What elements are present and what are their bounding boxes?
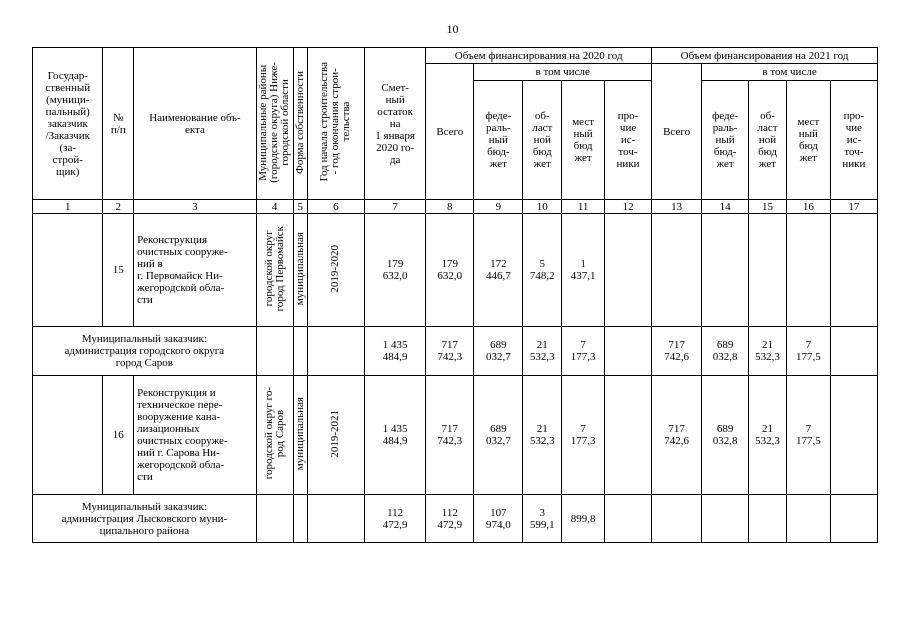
federal-2020: 107 974,0 <box>474 495 523 543</box>
table-row-object-16 <box>33 376 878 495</box>
header-ownership <box>293 48 307 200</box>
local-2020: 7 177,3 <box>562 376 605 495</box>
header-including-2021: в том числе <box>702 64 878 81</box>
regional-2021 <box>749 495 787 543</box>
column-number: 9 <box>474 200 523 214</box>
object-name: Реконструкция очистных сооруже- ний в г. Первомайск Ни- жегородской обла- сти <box>134 214 257 327</box>
federal-2020: 689 032,7 <box>474 327 523 376</box>
total-2021: 717 742,6 <box>652 327 702 376</box>
federal-2021 <box>702 495 749 543</box>
years-text: 2019-2020 <box>329 244 342 293</box>
column-number: 15 <box>749 200 787 214</box>
balance-cell: 1 435 484,9 <box>365 376 426 495</box>
total-2020: 112 472,9 <box>426 495 474 543</box>
customer-cell <box>33 376 103 495</box>
header-local-2021: мест ный бюд жет <box>786 81 830 200</box>
column-number: 10 <box>523 200 562 214</box>
column-number: 12 <box>605 200 652 214</box>
column-number: 4 <box>256 200 293 214</box>
object-name: Реконструкция и техническое пере- вооружение кана- лизационных очистных сооруже- ний г. Сарова Ни- жегородской обла- сти <box>134 376 257 495</box>
years-cell <box>307 495 364 543</box>
federal-2020: 689 032,7 <box>474 376 523 495</box>
page-number: 10 <box>446 22 459 36</box>
column-number: 5 <box>293 200 307 214</box>
regional-2020: 5 748,2 <box>523 214 562 327</box>
federal-2021: 689 032,8 <box>702 376 749 495</box>
ownership-cell <box>293 327 307 376</box>
district-cell <box>256 376 293 495</box>
local-2021 <box>786 214 830 327</box>
total-2020: 179 632,0 <box>426 214 474 327</box>
regional-2021: 21 532,3 <box>749 376 787 495</box>
years-cell <box>307 214 364 327</box>
district-cell <box>256 214 293 327</box>
other-2020 <box>605 327 652 376</box>
ownership-cell <box>293 214 307 327</box>
other-2020 <box>605 495 652 543</box>
customer-summary: Муниципальный заказчик: администрация городского округа город Саров <box>33 327 257 376</box>
column-number: 6 <box>307 200 364 214</box>
column-number: 16 <box>786 200 830 214</box>
row-num: 15 <box>103 214 134 327</box>
header-including-2020: в том числе <box>474 64 652 81</box>
table-row-object-15 <box>33 214 878 327</box>
column-number: 3 <box>134 200 257 214</box>
regional-2021: 21 532,3 <box>749 327 787 376</box>
header-years-text: Год начала строительства - год окончания строи- тельства <box>318 62 353 182</box>
total-2021 <box>652 214 702 327</box>
column-number: 11 <box>562 200 605 214</box>
customer-summary: Муниципальный заказчик: администрация Лысковского муни- ципального района <box>33 495 257 543</box>
header-total-2021: Всего <box>652 64 702 200</box>
balance-cell: 1 435 484,9 <box>365 327 426 376</box>
column-number: 7 <box>365 200 426 214</box>
ownership-text: муниципальная <box>293 231 306 306</box>
column-number: 17 <box>830 200 877 214</box>
header-other-2020: про- чие ис- точ- ники <box>605 81 652 200</box>
other-2021 <box>830 495 877 543</box>
table-row-customer-lyskovo <box>33 495 878 543</box>
local-2020: 7 177,3 <box>562 327 605 376</box>
other-2021 <box>830 327 877 376</box>
column-number: 13 <box>652 200 702 214</box>
other-2020 <box>605 214 652 327</box>
regional-2020: 21 532,3 <box>523 376 562 495</box>
other-2021 <box>830 376 877 495</box>
total-2020: 717 742,3 <box>426 327 474 376</box>
district-text: городской округ го- род Саров <box>262 387 286 480</box>
header-local-2020: мест ный бюд жет <box>562 81 605 200</box>
district-cell <box>256 327 293 376</box>
local-2020: 1 437,1 <box>562 214 605 327</box>
federal-2021 <box>702 214 749 327</box>
header-other-2021: про- чие ис- точ- ники <box>830 81 877 200</box>
header-regional-2021: об- ласт ной бюд жет <box>749 81 787 200</box>
header-regional-2020: об- ласт ной бюд жет <box>523 81 562 200</box>
other-2021 <box>830 214 877 327</box>
column-number-row <box>33 200 878 214</box>
header-federal-2021: феде- раль- ный бюд- жет <box>702 81 749 200</box>
local-2021: 7 177,5 <box>786 327 830 376</box>
total-2021 <box>652 495 702 543</box>
column-number: 1 <box>33 200 103 214</box>
federal-2020: 172 446,7 <box>474 214 523 327</box>
row-num: 16 <box>103 376 134 495</box>
regional-2021 <box>749 214 787 327</box>
balance-cell: 179 632,0 <box>365 214 426 327</box>
ownership-text: муниципальная <box>293 396 306 471</box>
local-2021: 7 177,5 <box>786 376 830 495</box>
federal-2021: 689 032,8 <box>702 327 749 376</box>
header-num: № п/п <box>103 48 134 200</box>
header-fin-2020: Объем финансирования на 2020 год <box>426 48 652 64</box>
column-number: 8 <box>426 200 474 214</box>
years-cell <box>307 376 364 495</box>
header-districts <box>256 48 293 200</box>
column-number: 14 <box>702 200 749 214</box>
table-row-customer-sarov <box>33 327 878 376</box>
balance-cell: 112 472,9 <box>365 495 426 543</box>
header-federal-2020: феде- раль- ный бюд- жет <box>474 81 523 200</box>
regional-2020: 21 532,3 <box>523 327 562 376</box>
total-2021: 717 742,6 <box>652 376 702 495</box>
years-text: 2019-2021 <box>329 409 342 458</box>
other-2020 <box>605 376 652 495</box>
header-ownership-text: Форма собственности <box>293 70 306 174</box>
header-balance: Смет- ный остаток на 1 января 2020 го- да <box>365 48 426 200</box>
header-total-2020: Всего <box>426 64 474 200</box>
total-2020: 717 742,3 <box>426 376 474 495</box>
financing-table <box>32 47 878 543</box>
local-2020: 899,8 <box>562 495 605 543</box>
district-cell <box>256 495 293 543</box>
ownership-cell <box>293 376 307 495</box>
local-2021 <box>786 495 830 543</box>
column-number: 2 <box>103 200 134 214</box>
ownership-cell <box>293 495 307 543</box>
header-districts-text: Муниципальные районы (городские округа) Ниже- городской области <box>257 61 292 183</box>
header-fin-2021: Объем финансирования на 2021 год <box>652 48 878 64</box>
district-text: городской округ город Первомайск <box>262 225 286 312</box>
header-customer: Государ- ственный (муници- пальный) заказчик /Заказчик (за- строй- щик) <box>33 48 103 200</box>
header-years <box>307 48 364 200</box>
header-object-name: Наименование объ- екта <box>134 48 257 200</box>
regional-2020: 3 599,1 <box>523 495 562 543</box>
customer-cell <box>33 214 103 327</box>
years-cell <box>307 327 364 376</box>
